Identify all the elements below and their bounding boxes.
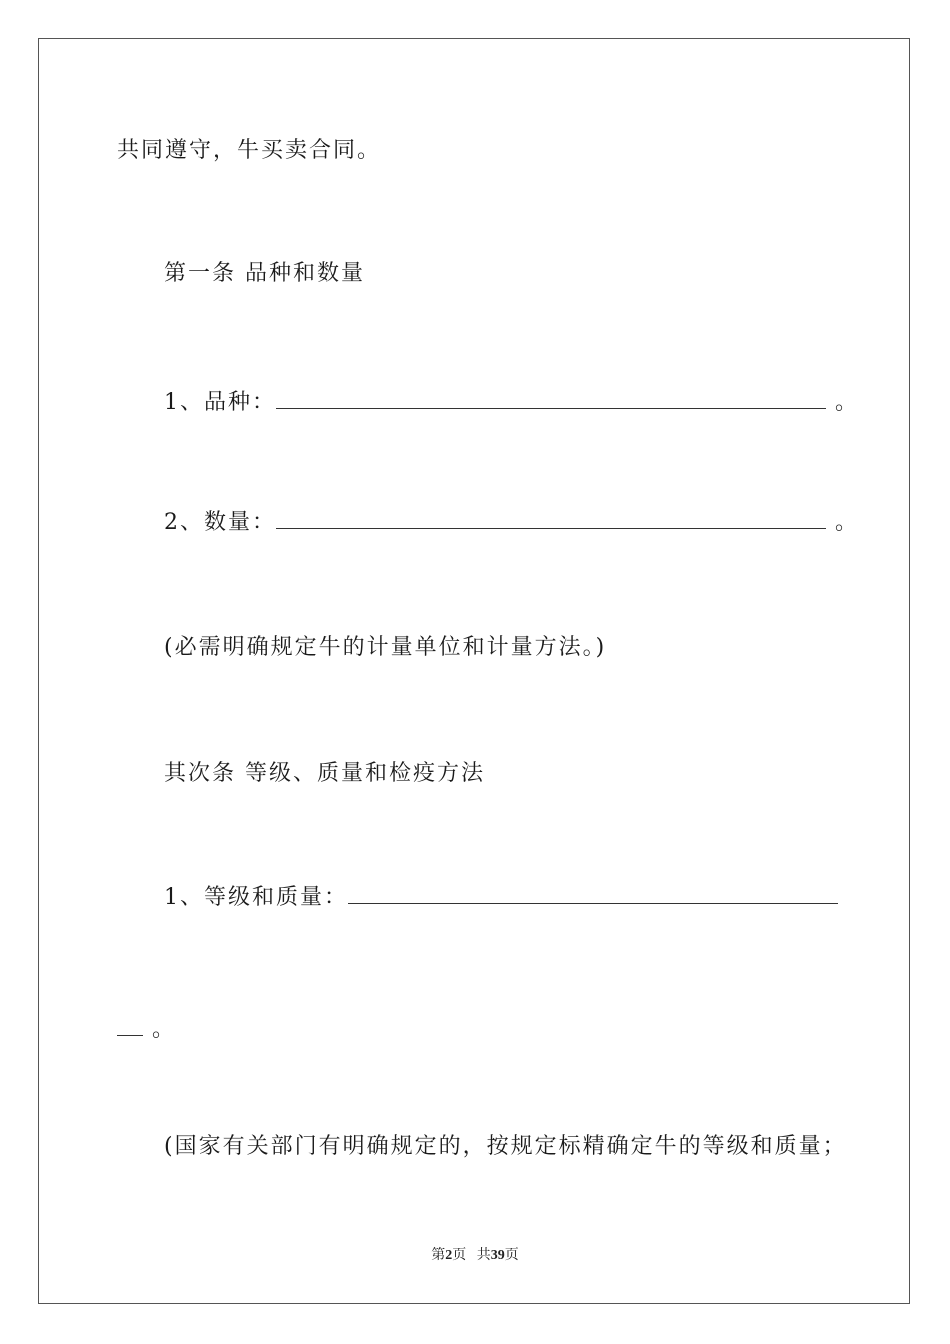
variety-period: 。 [835, 390, 860, 415]
measurement-note: (必需明确规定牛的计量单位和计量方法。) [164, 635, 607, 660]
page-footer [0, 1247, 950, 1265]
total-prefix: 共 [476, 1248, 491, 1263]
variety-label: 1、品种： [164, 390, 276, 415]
grade-quality-period: 。 [152, 1017, 177, 1042]
grade-quality-blank-field[interactable] [348, 883, 838, 904]
quantity-blank-field[interactable] [276, 508, 826, 529]
grade-quality-line [164, 883, 838, 912]
variety-blank-field[interactable] [276, 388, 826, 409]
total-suffix: 页 [504, 1248, 519, 1263]
article-2-heading: 其次条 等级、质量和检疫方法 [164, 761, 485, 786]
quantity-period: 。 [835, 510, 860, 535]
quantity-line [164, 508, 859, 537]
variety-line [164, 388, 859, 417]
grade-quality-label: 1、等级和质量： [164, 885, 348, 910]
article-1-heading: 第一条 品种和数量 [164, 261, 365, 286]
page-prefix: 第 [431, 1248, 446, 1263]
standards-note: (国家有关部门有明确规定的，按规定标精确定牛的等级和质量； [164, 1134, 847, 1159]
page-suffix: 页 [452, 1248, 467, 1263]
grade-quality-blank-continuation[interactable] [117, 1015, 143, 1036]
paragraph-agreement: 共同遵守，牛买卖合同。 [117, 138, 382, 163]
page-border [38, 38, 910, 1304]
grade-quality-continuation [117, 1015, 176, 1044]
page-number: 2 [445, 1248, 453, 1263]
quantity-label: 2、数量： [164, 510, 276, 535]
total-pages: 39 [490, 1248, 505, 1263]
